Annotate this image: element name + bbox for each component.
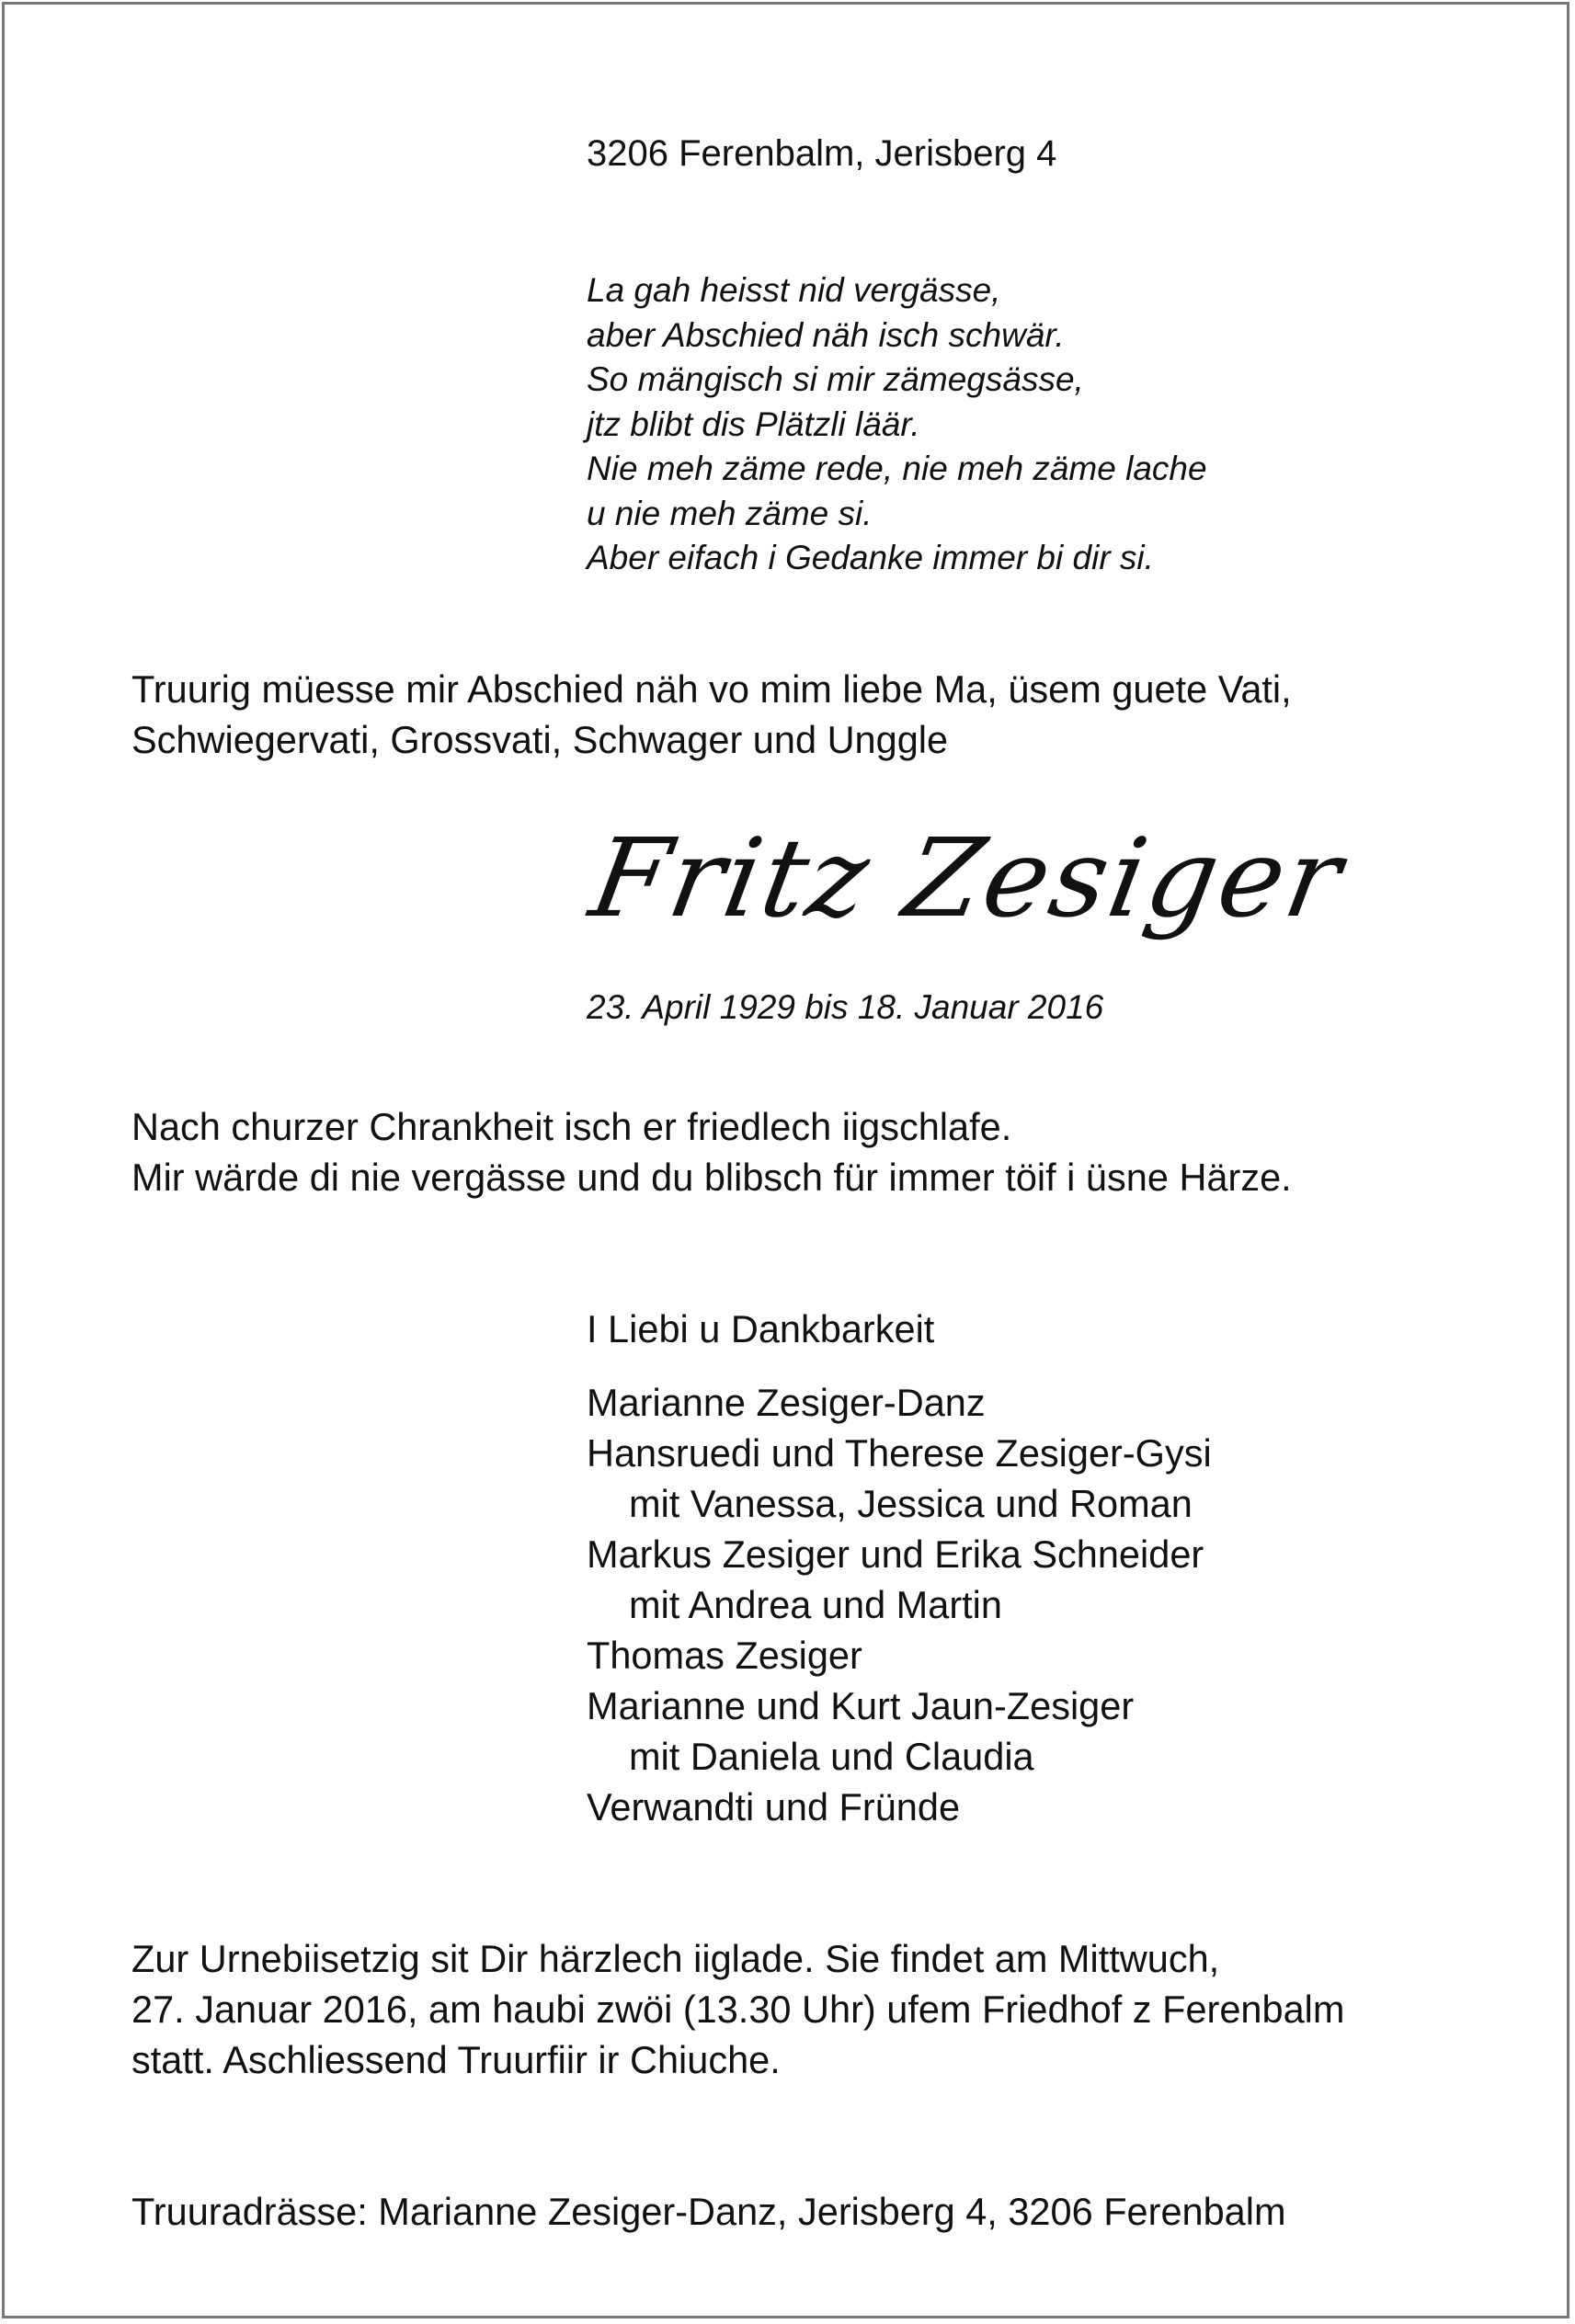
family-list bbox=[587, 1377, 1212, 1832]
poem-line: aber Abschied näh isch schwär. bbox=[587, 315, 1065, 354]
intro-line: Truurig müesse mir Abschied näh vo mim liebe Ma, üsem guete Vati, bbox=[131, 667, 1292, 711]
poem-line: So mängisch si mir zämegsässe, bbox=[587, 360, 1084, 398]
poem-line: Nie meh zäme rede, nie meh zäme lache bbox=[587, 450, 1207, 487]
service-line: Zur Urnebiisetzig sit Dir härzlech iiglade. Sie findet am Mittwuch, bbox=[131, 1937, 1220, 1980]
family-member: Markus Zesiger und Erika Schneider bbox=[587, 1532, 1204, 1576]
service-info bbox=[131, 1933, 1344, 2085]
family-member: Thomas Zesiger bbox=[587, 1634, 862, 1677]
top-address: 3206 Ferenbalm, Jerisberg 4 bbox=[587, 133, 1057, 174]
poem-line: La gah heisst nid vergässe, bbox=[587, 271, 1001, 309]
poem-line: u nie meh zäme si. bbox=[587, 494, 873, 532]
intro-line: Schwiegervati, Grossvati, Schwager und Unggle bbox=[131, 718, 949, 761]
family-member: Marianne Zesiger-Danz bbox=[587, 1381, 986, 1424]
passing-note bbox=[131, 1101, 1292, 1202]
family-member: Hansruedi und Therese Zesiger-Gysi bbox=[587, 1431, 1212, 1475]
family-member-children: mit Daniela und Claudia bbox=[629, 1735, 1034, 1778]
poem-line: jtz blibt dis Plätzli läär. bbox=[587, 404, 920, 443]
deceased-name: Fritz Zesiger bbox=[582, 815, 1353, 941]
family-member: Marianne und Kurt Jaun-Zesiger bbox=[587, 1684, 1135, 1727]
intro-text bbox=[131, 664, 1292, 765]
poem bbox=[587, 268, 1207, 581]
service-line: 27. Januar 2016, am haubi zwöi (13.30 Uhr) ufem Friedhof z Ferenbalm bbox=[131, 1988, 1345, 2031]
life-dates: 23. April 1929 bis 18. Januar 2016 bbox=[587, 988, 1104, 1026]
note-line: Nach churzer Chrankheit isch er friedlech iigschlafe. bbox=[131, 1105, 1012, 1148]
poem-line: Aber eifach i Gedanke immer bi dir si. bbox=[587, 539, 1154, 576]
family-member-children: mit Andrea und Martin bbox=[629, 1583, 1002, 1626]
mourning-address: Truuradrässe: Marianne Zesiger-Danz, Jerisberg 4, 3206 Ferenbalm bbox=[131, 2190, 1286, 2233]
family-member: Verwandti und Fründe bbox=[587, 1785, 961, 1828]
note-line: Mir wärde di nie vergässe und du blibsch für immer töif i üsne Härze. bbox=[131, 1156, 1292, 1199]
service-line: statt. Aschliessend Truurfiir ir Chiuche. bbox=[131, 2038, 781, 2081]
family-member-children: mit Vanessa, Jessica und Roman bbox=[629, 1482, 1193, 1525]
greeting: I Liebi u Dankbarkeit bbox=[587, 1307, 935, 1350]
